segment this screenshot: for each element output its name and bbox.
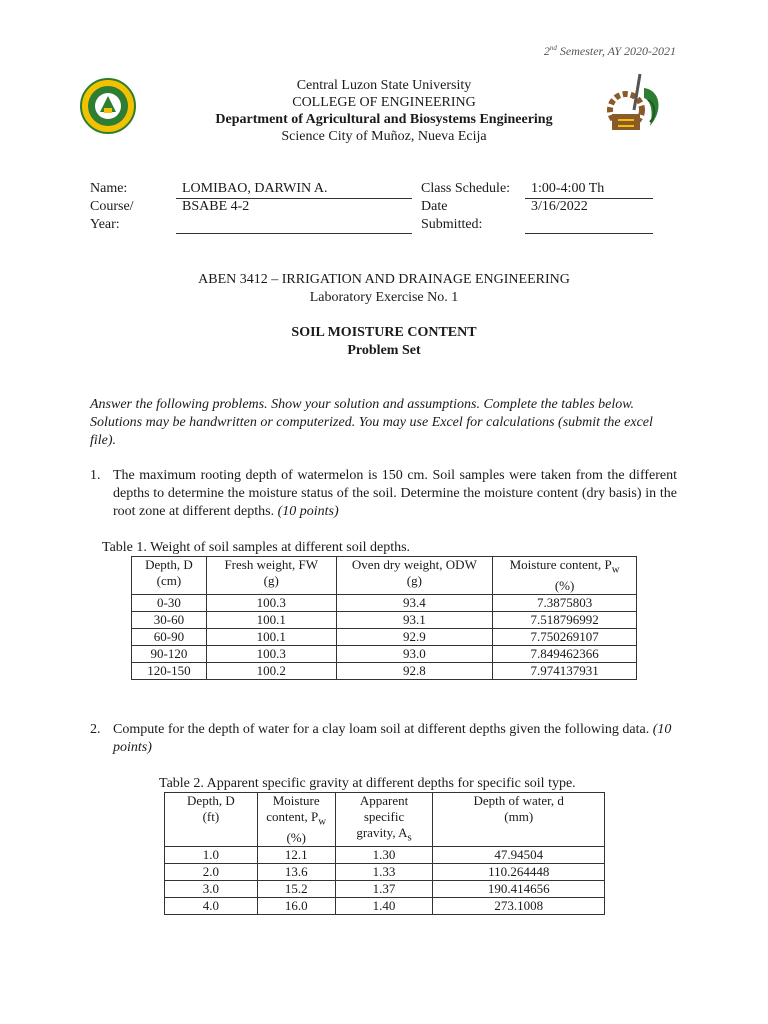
table-1-header-oven-dry-weight: Oven dry weight, ODW (g) — [336, 557, 493, 595]
table-row: 3.0 15.2 1.37 190.414656 — [165, 880, 605, 897]
table-row: 90-120 100.3 93.0 7.849462366 — [132, 645, 637, 662]
table-row: 60-90 100.1 92.9 7.750269107 — [132, 628, 637, 645]
document-header — [0, 77, 768, 145]
table-2-caption: Table 2. Apparent specific gravity at different depths for specific soil type. — [159, 776, 576, 791]
exercise-topic: SOIL MOISTURE CONTENT — [291, 325, 477, 340]
table-1-header-depth: Depth, D (cm) — [132, 557, 207, 595]
problem-2-number: 2. — [90, 722, 101, 737]
table-row: 2.0 13.6 1.33 110.264448 — [165, 863, 605, 880]
table-1-header-moisture-content: Moisture content, $P_w$ (%) — [493, 557, 637, 595]
table-1-header-fresh-weight: Fresh weight, FW (g) — [206, 557, 336, 595]
date-underline — [525, 233, 653, 234]
course-label: Course/ Year: — [90, 199, 134, 232]
university-name: Central Luzon State University — [296, 78, 472, 93]
table-row: 0-30 100.3 93.4 7.3875803 — [132, 594, 637, 611]
table-1 — [131, 556, 637, 680]
semester-note: 2nd Semester, AY 2020-2021 — [543, 44, 676, 58]
table-2-header-moisture-content: Moisture content, $P_w$ (%) — [257, 793, 335, 847]
address: Science City of Muñoz, Nueva Ecija — [281, 129, 487, 144]
course-underline — [176, 233, 412, 234]
name-field[interactable]: LOMIBAO, DARWIN A. — [176, 180, 412, 199]
table-1-caption: Table 1. Weight of soil samples at different soil depths. — [102, 540, 411, 555]
problem-set-label: Problem Set — [347, 343, 421, 358]
date-field[interactable]: 3/16/2022 — [531, 199, 588, 214]
problem-1 — [90, 467, 677, 521]
table-1-header-row — [132, 557, 637, 595]
table-row: 120-150 100.2 92.8 7.974137931 — [132, 662, 637, 679]
table-2-header-apparent-specific-gravity: Apparent specific gravity, $A_s$ — [335, 793, 433, 847]
course-title: ABEN 3412 – IRRIGATION AND DRAINAGE ENGINEERING — [198, 272, 570, 287]
schedule-field[interactable]: 1:00-4:00 Th — [525, 180, 653, 199]
course-field[interactable]: BSABE 4-2 — [182, 199, 250, 214]
schedule-label: Class Schedule: — [421, 181, 511, 196]
problem-2 — [90, 721, 677, 757]
table-row: 1.0 12.1 1.30 47.94504 — [165, 846, 605, 863]
problem-1-number: 1. — [90, 468, 101, 483]
instructions: Answer the following problems. Show your solution and assumptions. Complete the tables below. Solutions may be handwritten or computerized. You may use Excel for calculations (submit the excel file). — [90, 397, 653, 448]
table-row: 30-60 100.1 93.1 7.518796992 — [132, 611, 637, 628]
table-row: 4.0 16.0 1.40 273.1008 — [165, 897, 605, 914]
exercise-number: Laboratory Exercise No. 1 — [309, 290, 459, 305]
problem-1-points: (10 points) — [277, 504, 339, 519]
department-name: Department of Agricultural and Biosystems Engineering — [215, 112, 553, 127]
table-2 — [164, 792, 605, 915]
table-2-header-row — [165, 793, 605, 847]
date-label: Date Submitted: — [421, 199, 483, 232]
problem-1-text: The maximum rooting depth of watermelon is 150 cm. Soil samples were taken from the different depths to determine the moisture status of the soil. Determine the moisture content (dry basis) in the root zone at different depths. — [113, 468, 677, 519]
problem-2-points: (10 points) — [113, 722, 672, 755]
college-name: COLLEGE OF ENGINEERING — [292, 95, 476, 110]
problem-2-text: Compute for the depth of water for a clay loam soil at different depths given the following data. — [113, 722, 650, 737]
table-2-header-depth: Depth, D (ft) — [165, 793, 258, 847]
table-2-header-depth-of-water: Depth of water, d (mm) — [433, 793, 605, 847]
name-label: Name: — [90, 181, 128, 196]
